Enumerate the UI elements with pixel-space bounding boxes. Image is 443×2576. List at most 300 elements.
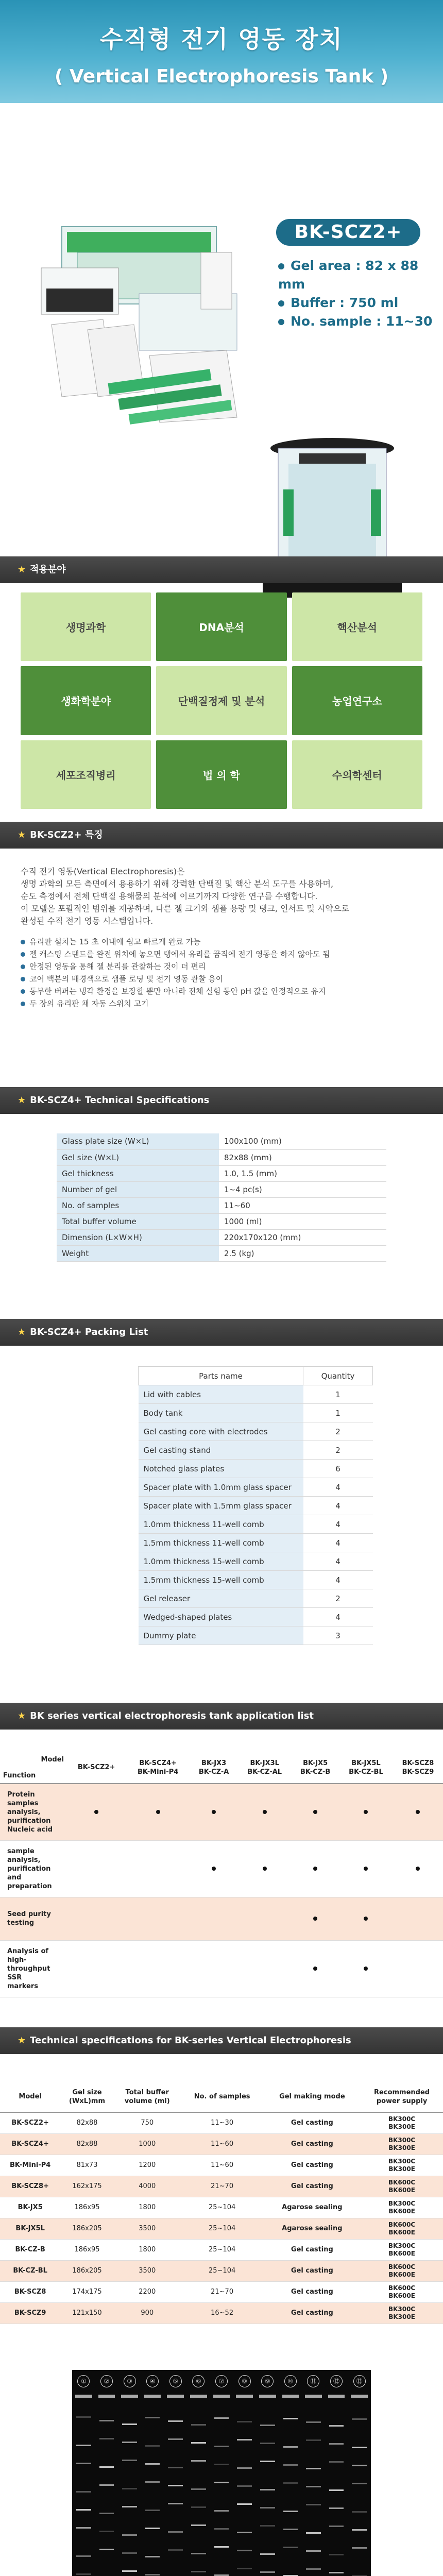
star-icon: ★ [18, 1095, 26, 1106]
gel-well [282, 2395, 299, 2398]
section-series-tech-header: ★ Technical specifications for BK-series Vertical Electrophoresis [0, 2027, 443, 2054]
spec-key: Glass plate size (W×L) [57, 1133, 219, 1149]
model-name: BK-SCZ8 [402, 1759, 434, 1767]
gel-band [76, 2463, 91, 2464]
lane-number: ② [100, 2375, 113, 2387]
gel-well [328, 2395, 345, 2398]
tech-buf: 4000 [114, 2176, 181, 2197]
model-name: BK-JX3 [201, 1759, 227, 1767]
spec-row [57, 1181, 386, 1197]
spec-value: 100x100 (mm) [219, 1133, 386, 1149]
part-name: Notched glass plates [139, 1460, 303, 1478]
gel-well [121, 2395, 138, 2398]
power-supply-line: BK300C [388, 2305, 416, 2313]
spec-key: Number of gel [57, 1181, 219, 1197]
check-dot-icon [416, 1810, 420, 1814]
gel-band [99, 2466, 114, 2468]
packing-row [139, 1460, 373, 1478]
application-row [0, 1897, 443, 1940]
gel-band [283, 2529, 298, 2530]
electrophoresis-kit-image [31, 222, 273, 428]
part-qty: 4 [303, 1608, 373, 1626]
tech-samples: 25~104 [181, 2218, 264, 2239]
function-line: throughput SSR [7, 1964, 50, 1981]
spec-row [57, 1245, 386, 1261]
spec-key: Dimension (L×W×H) [57, 1229, 219, 1245]
model-header [126, 1752, 190, 1784]
packing-row [139, 1608, 373, 1626]
application-cell [126, 1940, 190, 1997]
packing-row [139, 1626, 373, 1645]
gel-band [145, 2574, 160, 2575]
gel-band [145, 2528, 160, 2529]
tech-model: BK-Mini-P4 [0, 2155, 60, 2176]
gel-band [122, 2552, 137, 2554]
gel-band [329, 2572, 344, 2573]
application-cell [67, 1840, 126, 1897]
tech-buf: 3500 [114, 2260, 181, 2281]
tech-model: BK-JX5L [0, 2218, 60, 2239]
model-badge: BK-SCZ2+ [276, 219, 420, 246]
tech-power-supply [361, 2260, 443, 2281]
part-name: Gel casting core with electrodes [139, 1422, 303, 1441]
lane-number: ⑦ [215, 2375, 228, 2387]
part-name: Spacer plate with 1.5mm glass spacer [139, 1497, 303, 1515]
tech-row [0, 2281, 443, 2302]
application-row [0, 1940, 443, 1997]
spec-key: Total buffer volume [57, 1213, 219, 1229]
star-icon: ★ [18, 2035, 26, 2046]
packing-row [139, 1589, 373, 1608]
part-name: Wedged-shaped plates [139, 1608, 303, 1626]
tech-row [0, 2260, 443, 2281]
tech-buf: 1800 [114, 2197, 181, 2218]
function-line: Seed purity [7, 1910, 51, 1918]
tech-buf: 900 [114, 2302, 181, 2324]
power-supply-line: BK300E [388, 2165, 415, 2173]
check-dot-icon [212, 1867, 216, 1871]
gel-band [283, 2446, 298, 2448]
spec-value: 1000 (ml) [219, 1213, 386, 1229]
tech-buf: 2200 [114, 2281, 181, 2302]
model-name: BK-JX5 [303, 1759, 328, 1767]
tech-mode: Gel casting [264, 2260, 361, 2281]
check-dot-icon [313, 1967, 317, 1971]
tech-gel: 121x150 [60, 2302, 113, 2324]
gel-well [98, 2395, 115, 2398]
section-series-app-header: ★ BK series vertical electrophoresis tank application list [0, 1703, 443, 1730]
app-cell-5: 농업연구소 [292, 666, 422, 735]
part-name: 1.5mm thickness 15-well comb [139, 1571, 303, 1589]
tech-model: BK-SCZ2+ [0, 2112, 60, 2133]
packing-row [139, 1534, 373, 1552]
part-name: Spacer plate with 1.0mm glass spacer [139, 1478, 303, 1497]
spec-row [57, 1197, 386, 1213]
gel-band [260, 2553, 275, 2555]
power-supply-line: BK600C [388, 2263, 416, 2270]
model-header [292, 1752, 339, 1784]
power-supply-line: BK600C [388, 2178, 416, 2186]
packing-row [139, 1385, 373, 1404]
spec-value: 220x170x120 (mm) [219, 1229, 386, 1245]
gel-band [76, 2445, 91, 2446]
app-cell-0: 생명과학 [21, 592, 151, 661]
corner-function-label: Function [3, 1771, 36, 1780]
application-cell [393, 1840, 443, 1897]
power-supply-line: BK300E [388, 2123, 415, 2130]
features-intro: 수직 전기 영동(Vertical Electrophoresis)은 생명 과학의 모든 측면에서 용용하기 위해 강력한 단백질 및 핵산 분석 도구를 사용하며, 순도 측정에서 전체 단백질 용해물의 분석에 이르기까지 다양한 연구를 수행합니다. 이 모델은 포괄적인 범위를 제공하며, 다른 젤 크기와 샘플 용량 및 탱크, 인서트 및 시약으로 완성된 수직 전기 영동 시스템입니다. [21, 867, 349, 926]
application-cell [126, 1784, 190, 1840]
tech-power-supply [361, 2281, 443, 2302]
lane-number: ③ [124, 2375, 136, 2387]
tech-samples: 25~104 [181, 2239, 264, 2260]
function-label [0, 1940, 67, 1997]
gel-well [167, 2395, 184, 2398]
section-applications-header: ★ 적용분야 [0, 556, 443, 583]
gel-band [122, 2534, 137, 2536]
gel-band [283, 2511, 298, 2512]
power-supply-line: BK600E [388, 2186, 415, 2194]
check-dot-icon [94, 1810, 98, 1814]
gel-band [191, 2442, 206, 2444]
gel-band [352, 2483, 367, 2484]
tech-mode: Gel casting [264, 2112, 361, 2133]
gel-band [76, 2491, 91, 2493]
gel-band [145, 2556, 160, 2557]
features-block [21, 866, 428, 1010]
gel-band [99, 2549, 114, 2550]
gel-electrophoresis-image [72, 2370, 371, 2576]
gel-band [76, 2527, 91, 2529]
gel-band [99, 2531, 114, 2532]
tech-header [181, 2081, 264, 2112]
tech-row [0, 2197, 443, 2218]
tech-gel: 82x88 [60, 2112, 113, 2133]
tech-power-supply [361, 2239, 443, 2260]
part-qty: 6 [303, 1460, 373, 1478]
gel-band [145, 2481, 160, 2483]
model-header [339, 1752, 393, 1784]
gel-band [283, 2418, 298, 2419]
model-name: BK-CZ-B [300, 1768, 331, 1776]
gel-band [237, 2421, 252, 2422]
tech-power-supply [361, 2176, 443, 2197]
feature-item: 유리판 설치는 15 초 이내에 쉽고 빠르게 완료 가능 [21, 936, 428, 948]
application-cell [339, 1840, 393, 1897]
gel-band [76, 2509, 91, 2511]
part-name: Lid with cables [139, 1385, 303, 1404]
tech-row [0, 2302, 443, 2324]
tech-gel: 186x205 [60, 2260, 113, 2281]
part-qty: 4 [303, 1478, 373, 1497]
part-name: 1.5mm thickness 11-well comb [139, 1534, 303, 1552]
lane-number: ⑪ [307, 2375, 319, 2387]
spec-row [57, 1229, 386, 1245]
tech-gel: 81x73 [60, 2155, 113, 2176]
gel-band [237, 2568, 252, 2569]
part-name: Gel casting stand [139, 1441, 303, 1460]
gel-band [352, 2418, 367, 2420]
spec-buffer: Buffer : 750 ml [278, 294, 443, 312]
tech-mode: Gel casting [264, 2155, 361, 2176]
power-supply-line: BK600E [388, 2249, 415, 2257]
check-dot-icon [364, 1810, 368, 1814]
lane-number: ① [77, 2375, 90, 2387]
application-cell [190, 1897, 237, 1940]
tech-samples: 21~70 [181, 2281, 264, 2302]
gel-band [283, 2464, 298, 2466]
part-qty: 2 [303, 1441, 373, 1460]
gel-band [214, 2528, 229, 2530]
product-specs [278, 257, 443, 331]
tech-header-line: No. of samples [194, 2093, 250, 2100]
application-cell [126, 1897, 190, 1940]
model-name: BK-JX5L [351, 1759, 381, 1767]
app-cell-4: 단백질정제 및 분석 [156, 666, 286, 735]
gel-band [214, 2482, 229, 2483]
application-cell [237, 1784, 292, 1840]
part-qty: 4 [303, 1571, 373, 1589]
feature-item: 두 장의 유리판 채 자동 스위치 고기 [21, 997, 428, 1010]
tech-row [0, 2218, 443, 2239]
model-name: BK-CZ-BL [349, 1768, 383, 1776]
tech-buf: 1000 [114, 2133, 181, 2155]
power-supply-line: BK300C [388, 2157, 416, 2165]
gel-band [122, 2488, 137, 2489]
section-features-header: ★ BK-SCZ2+ 특징 [0, 822, 443, 849]
gel-well [259, 2395, 276, 2398]
gel-band [329, 2425, 344, 2427]
gel-band [260, 2489, 275, 2490]
application-cell [237, 1897, 292, 1940]
gel-band [237, 2467, 252, 2469]
gel-band [306, 2486, 321, 2487]
tech-gel: 186x95 [60, 2197, 113, 2218]
spec-value: 11~60 [219, 1197, 386, 1213]
spec-samples: No. sample : 11~30 [278, 312, 443, 331]
application-row [0, 1784, 443, 1840]
tech-header-line: power supply [376, 2097, 428, 2105]
part-qty: 4 [303, 1497, 373, 1515]
application-cell [237, 1840, 292, 1897]
gel-band [99, 2513, 114, 2514]
lane-number: ④ [146, 2375, 159, 2387]
gel-band [329, 2507, 344, 2509]
check-dot-icon [156, 1810, 160, 1814]
part-qty: 1 [303, 1385, 373, 1404]
series-tech-table [0, 2081, 443, 2324]
application-cell [67, 1897, 126, 1940]
gel-band [329, 2526, 344, 2527]
tech-buf: 3500 [114, 2218, 181, 2239]
tech-power-supply [361, 2302, 443, 2324]
part-name: Gel releaser [139, 1589, 303, 1608]
part-qty: 4 [303, 1515, 373, 1534]
tech-header-line: (WxL)mm [69, 2097, 106, 2105]
corner-model-label: Model [41, 1755, 64, 1764]
power-supply-line: BK300E [388, 2313, 415, 2320]
gel-band [329, 2489, 344, 2491]
spec-key: Gel thickness [57, 1165, 219, 1181]
model-header [237, 1752, 292, 1784]
gel-band [260, 2443, 275, 2444]
tech-mode: Agarose sealing [264, 2197, 361, 2218]
tech-header-line: Model [19, 2093, 42, 2100]
series-application-table [0, 1752, 443, 1997]
tech-mode: Gel casting [264, 2176, 361, 2197]
gel-well [190, 2395, 207, 2398]
lane-number: ⑫ [330, 2375, 343, 2387]
function-line: Protein samples [7, 1790, 39, 1807]
spec-key: No. of samples [57, 1197, 219, 1213]
page-subtitle: ( Vertical Electrophoresis Tank ) [54, 66, 389, 87]
gel-band [168, 2549, 183, 2551]
features-list [21, 936, 428, 1010]
tech-header-line: Gel size [72, 2088, 102, 2096]
tech-row [0, 2155, 443, 2176]
gel-band [122, 2460, 137, 2461]
lane-number: ⑥ [192, 2375, 205, 2387]
gel-band [237, 2439, 252, 2441]
gel-band [237, 2503, 252, 2505]
check-dot-icon [313, 1917, 317, 1921]
gel-band [145, 2463, 160, 2465]
gel-band [306, 2421, 321, 2423]
packing-row [139, 1571, 373, 1589]
gel-band [145, 2510, 160, 2511]
gel-band [122, 2424, 137, 2425]
tech-power-supply [361, 2112, 443, 2133]
part-name: 1.0mm thickness 15-well comb [139, 1552, 303, 1571]
gel-band [145, 2445, 160, 2447]
part-qty: 3 [303, 1626, 373, 1645]
tech-model: BK-SCZ9 [0, 2302, 60, 2324]
power-supply-line: BK300C [388, 2199, 416, 2207]
part-name: 1.0mm thickness 11-well comb [139, 1515, 303, 1534]
function-line: analysis, [7, 1808, 41, 1816]
tech-header [60, 2081, 113, 2112]
gel-band [168, 2503, 183, 2504]
tech-mode: Gel casting [264, 2302, 361, 2324]
tech-model: BK-SCZ8+ [0, 2176, 60, 2197]
product-overview [0, 103, 443, 556]
gel-band [329, 2443, 344, 2445]
part-name: Body tank [139, 1404, 303, 1422]
check-dot-icon [416, 1867, 420, 1871]
gel-band [191, 2524, 206, 2526]
tech-power-supply [361, 2197, 443, 2218]
power-supply-line: BK300C [388, 2242, 416, 2249]
section-packing-header: ★ BK-SCZ4+ Packing List [0, 1319, 443, 1346]
tech-gel: 82x88 [60, 2133, 113, 2155]
gel-band [352, 2447, 367, 2448]
part-qty: 2 [303, 1422, 373, 1441]
application-cell [339, 1784, 393, 1840]
feature-item: 젤 캐스팅 스탠드를 완전 위치에 놓으면 탱에서 유리를 꿈직에 전기 영동을 하지 않아도 됨 [21, 948, 428, 960]
model-name: BK-Mini-P4 [137, 1768, 179, 1776]
tech-header [264, 2081, 361, 2112]
gel-band [352, 2529, 367, 2531]
gel-band [306, 2568, 321, 2570]
tech-header-line: Total buffer [125, 2088, 169, 2096]
spec-value: 2.5 (kg) [219, 1245, 386, 1261]
model-name: BK-CZ-A [198, 1768, 229, 1776]
tech-row [0, 2133, 443, 2155]
spec-key: Gel size (W×L) [57, 1149, 219, 1165]
gel-band [260, 2507, 275, 2509]
gel-band [214, 2417, 229, 2419]
hero-banner [0, 0, 443, 103]
function-line: sample analysis, [7, 1847, 41, 1864]
function-label [0, 1784, 67, 1840]
check-dot-icon [263, 1810, 267, 1814]
feature-item: 코어 백본의 배경색으로 샘플 로딩 및 전기 영동 관찰 용이 [21, 973, 428, 985]
model-name: BK-CZ-AL [247, 1768, 282, 1776]
tech-samples: 11~30 [181, 2112, 264, 2133]
tech-model: BK-JX5 [0, 2197, 60, 2218]
packing-row [139, 1515, 373, 1534]
packing-table [138, 1366, 373, 1645]
electrophoresis-tank-image [242, 433, 422, 618]
tech-gel: 186x205 [60, 2218, 113, 2239]
function-line: preparation [7, 1882, 52, 1890]
application-row [0, 1840, 443, 1897]
application-cell [190, 1840, 237, 1897]
spec-value: 1.0, 1.5 (mm) [219, 1165, 386, 1181]
power-supply-line: BK600E [388, 2270, 415, 2278]
application-cell [292, 1784, 339, 1840]
gel-band [306, 2550, 321, 2552]
part-qty: 4 [303, 1552, 373, 1571]
app-cell-8: 수의학센터 [292, 740, 422, 809]
gel-band [329, 2554, 344, 2555]
power-supply-line: BK300E [388, 2144, 415, 2151]
packing-row [139, 1497, 373, 1515]
gel-band [260, 2525, 275, 2527]
gel-band [191, 2460, 206, 2462]
application-cell [126, 1840, 190, 1897]
tech-model: BK-SCZ4+ [0, 2133, 60, 2155]
packing-row [139, 1478, 373, 1497]
app-cell-1: DNA분석 [156, 592, 286, 661]
packing-header-qty: Quantity [303, 1367, 373, 1385]
model-name: BK-SCZ4+ [139, 1759, 177, 1767]
gel-well [75, 2395, 92, 2398]
tech-header [0, 2081, 60, 2112]
function-label [0, 1897, 67, 1940]
packing-row [139, 1552, 373, 1571]
tech-model: BK-CZ-B [0, 2239, 60, 2260]
function-line: testing [7, 1919, 34, 1927]
gel-band [214, 2446, 229, 2447]
model-header [67, 1752, 126, 1784]
gel-band [283, 2547, 298, 2548]
tech-power-supply [361, 2218, 443, 2239]
tech-samples: 16~52 [181, 2302, 264, 2324]
lane-number: ⑧ [238, 2375, 251, 2387]
feature-item: 안정된 영동을 통해 젤 분리를 관찰하는 것이 더 편리 [21, 960, 428, 973]
gel-band [260, 2461, 275, 2462]
lane-number: ⑩ [284, 2375, 297, 2387]
gel-band [306, 2504, 321, 2505]
application-cell [339, 1940, 393, 1997]
gel-well [213, 2395, 230, 2398]
gel-band [76, 2416, 91, 2418]
gel-band [76, 2555, 91, 2557]
gel-band [214, 2546, 229, 2548]
page-title: 수직형 전기 영동 장치 [100, 25, 343, 53]
gel-band [352, 2547, 367, 2549]
